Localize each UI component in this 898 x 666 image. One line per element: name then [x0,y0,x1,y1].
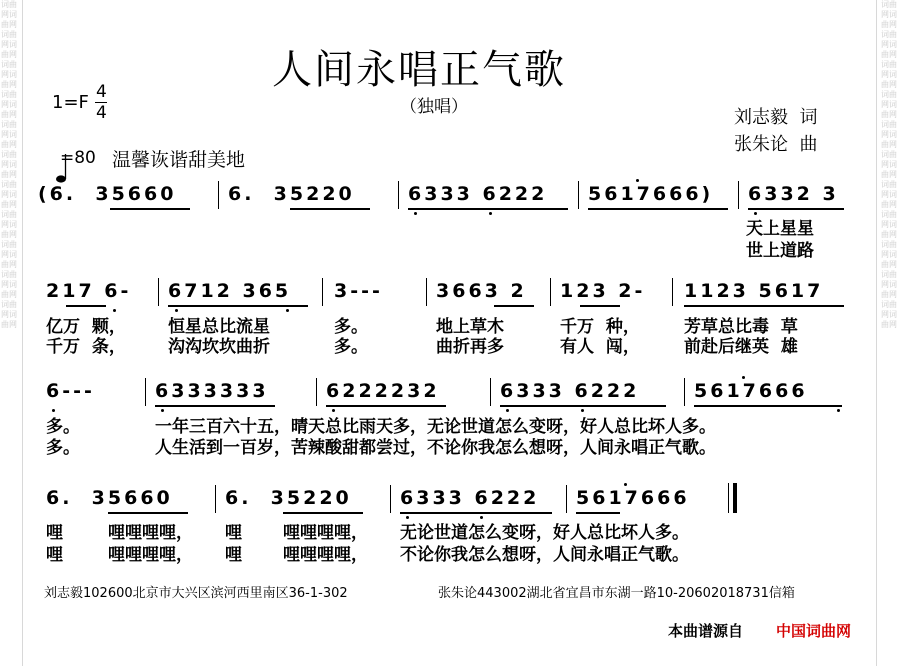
lyric-line: 千万 条， [46,337,126,357]
lyric-line: 多。 [334,317,368,337]
measure: (6. 35660 [38,183,177,205]
measure: 6. 35660 [46,487,173,509]
source-site-link[interactable]: 中国词曲网 [776,622,852,640]
lyric-line: 曲折再多 [436,337,504,357]
bar-line [398,181,399,209]
page-title: 人间永唱正气歌 [272,47,566,93]
bar-line [158,278,159,306]
octave-dot [837,409,840,412]
lyric-line: 多。 [46,417,80,437]
lyric-line: 多。 [46,438,80,458]
measure: 6332 3 [748,183,839,205]
bar-line [218,181,219,209]
lyric-line: 有人 闯， [560,337,640,357]
beam-underline [108,512,188,514]
bar-line [322,278,323,306]
lyric-line: 哩哩哩哩， [108,545,193,565]
right-edge-line [876,0,877,666]
beam-underline [290,208,370,210]
measure: 6. 35220 [225,487,352,509]
lyricist-address: 刘志毅102600北京市大兴区滨河西里南区36-1-302 [44,586,348,601]
quarter-note-icon [46,133,58,165]
watermark-right: 词曲网词曲网词曲网词曲网词曲网词曲网词曲网词曲网词曲网词曲网词曲网词曲网词曲网词曲网词曲网词曲网词曲网词曲网词曲网词曲网词曲网词曲网 [881,0,897,329]
measure: 6--- [46,380,95,402]
measure: 6712 365 [168,280,292,302]
beam-underline [110,208,190,210]
lyric-line: 地上草木 [436,317,504,337]
expression-marking: 温馨诙谐甜美地 [112,149,246,171]
measure: 6333 6222 [408,183,548,205]
lyricist-credit: 刘志毅 词 [734,107,818,128]
time-signature-bottom: 4 [96,103,107,123]
bar-line [316,378,317,406]
beam-underline [326,405,446,407]
bar-line [578,181,579,209]
bar-line [672,278,673,306]
beam-underline [580,305,620,307]
measure: 5617666 [694,380,808,402]
bar-line [566,485,567,513]
beam-underline [408,208,568,210]
lyric-line: 恒星总比流星 [168,317,270,337]
bar-line [684,378,685,406]
lyric-line: 哩 [46,545,63,565]
measure: 6333333 [155,380,269,402]
bar-line [145,378,146,406]
lyric-line: 一年三百六十五，晴天总比雨天多，无论世道怎么变呀，好人总比坏人多。 [155,417,716,437]
watermark-left: 词曲网词曲网词曲网词曲网词曲网词曲网词曲网词曲网词曲网词曲网词曲网词曲网词曲网词曲网词曲网词曲网词曲网词曲网词曲网词曲网词曲网词曲网 [1,0,17,329]
lyric-line: 哩 [225,545,242,565]
source-label: 本曲谱源自 [668,622,744,640]
measure: 3--- [334,280,383,302]
measure: 6. 35220 [228,183,355,205]
bar-line [390,485,391,513]
composer-credit: 张朱论 曲 [734,134,818,155]
measure: 123 2- [560,280,646,302]
measure: 217 6- [46,280,132,302]
lyric-line: 芳草总比毒 草 [684,317,798,337]
lyric-line: 哩 [225,523,242,543]
lyric-line: 哩 [46,523,63,543]
bar-line [550,278,551,306]
final-bar-thick [733,483,737,513]
lyric-line: 前赴后继英 雄 [684,337,798,357]
lyric-line: 无论世道怎么变呀，好人总比坏人多。 [400,523,689,543]
lyric-line: 沟沟坎坎曲折 [168,337,270,357]
octave-dot [489,212,492,215]
beam-underline [168,305,308,307]
beam-underline [500,405,666,407]
bar-line [215,485,216,513]
tempo-marking: =80 [60,148,96,168]
lyric-line: 不论你我怎么想呀，人间永唱正气歌。 [400,545,689,565]
lyric-line: 哩哩哩哩， [283,523,368,543]
lyric-line: 亿万 颗， [46,317,126,337]
subtitle: （独唱） [400,97,468,117]
key-signature: 1=F [52,92,89,113]
measure: 5617666 [576,487,690,509]
measure: 3663 2 [436,280,527,302]
octave-dot [286,309,289,312]
beam-underline [588,208,728,210]
lyric-line: 世上道路 [746,241,814,261]
measure: 6222232 [326,380,440,402]
measure: 6333 6222 [400,487,540,509]
composer-address: 张朱论443002湖北省宜昌市东湖一路10-20602018731信箱 [438,586,795,601]
beam-underline [748,208,844,210]
measure: 6333 6222 [500,380,640,402]
lyric-line: 哩哩哩哩， [283,545,368,565]
beam-underline [155,405,275,407]
octave-dot [636,179,639,182]
left-edge-line [22,0,23,666]
bar-line [490,378,491,406]
octave-dot [414,212,417,215]
beam-underline [283,512,363,514]
lyric-line: 千万 种， [560,317,640,337]
bar-line [426,278,427,306]
final-bar-line [728,483,729,513]
octave-dot [742,376,745,379]
bar-line [738,181,739,209]
beam-underline [684,305,844,307]
lyric-line: 天上星星 [746,219,814,239]
beam-underline [66,305,106,307]
time-signature-top: 4 [96,82,107,102]
lyric-line: 人生活到一百岁，苦辣酸甜都尝过，不论你我怎么想呀，人间永唱正气歌。 [155,438,716,458]
beam-underline [494,305,534,307]
lyric-line: 多。 [334,337,368,357]
octave-dot [624,483,627,486]
beam-underline [400,512,552,514]
measure: 1123 5617 [684,280,824,302]
beam-underline [576,512,620,514]
measure: 5617666) [588,183,714,205]
lyric-line: 哩哩哩哩， [108,523,193,543]
beam-underline [694,405,842,407]
